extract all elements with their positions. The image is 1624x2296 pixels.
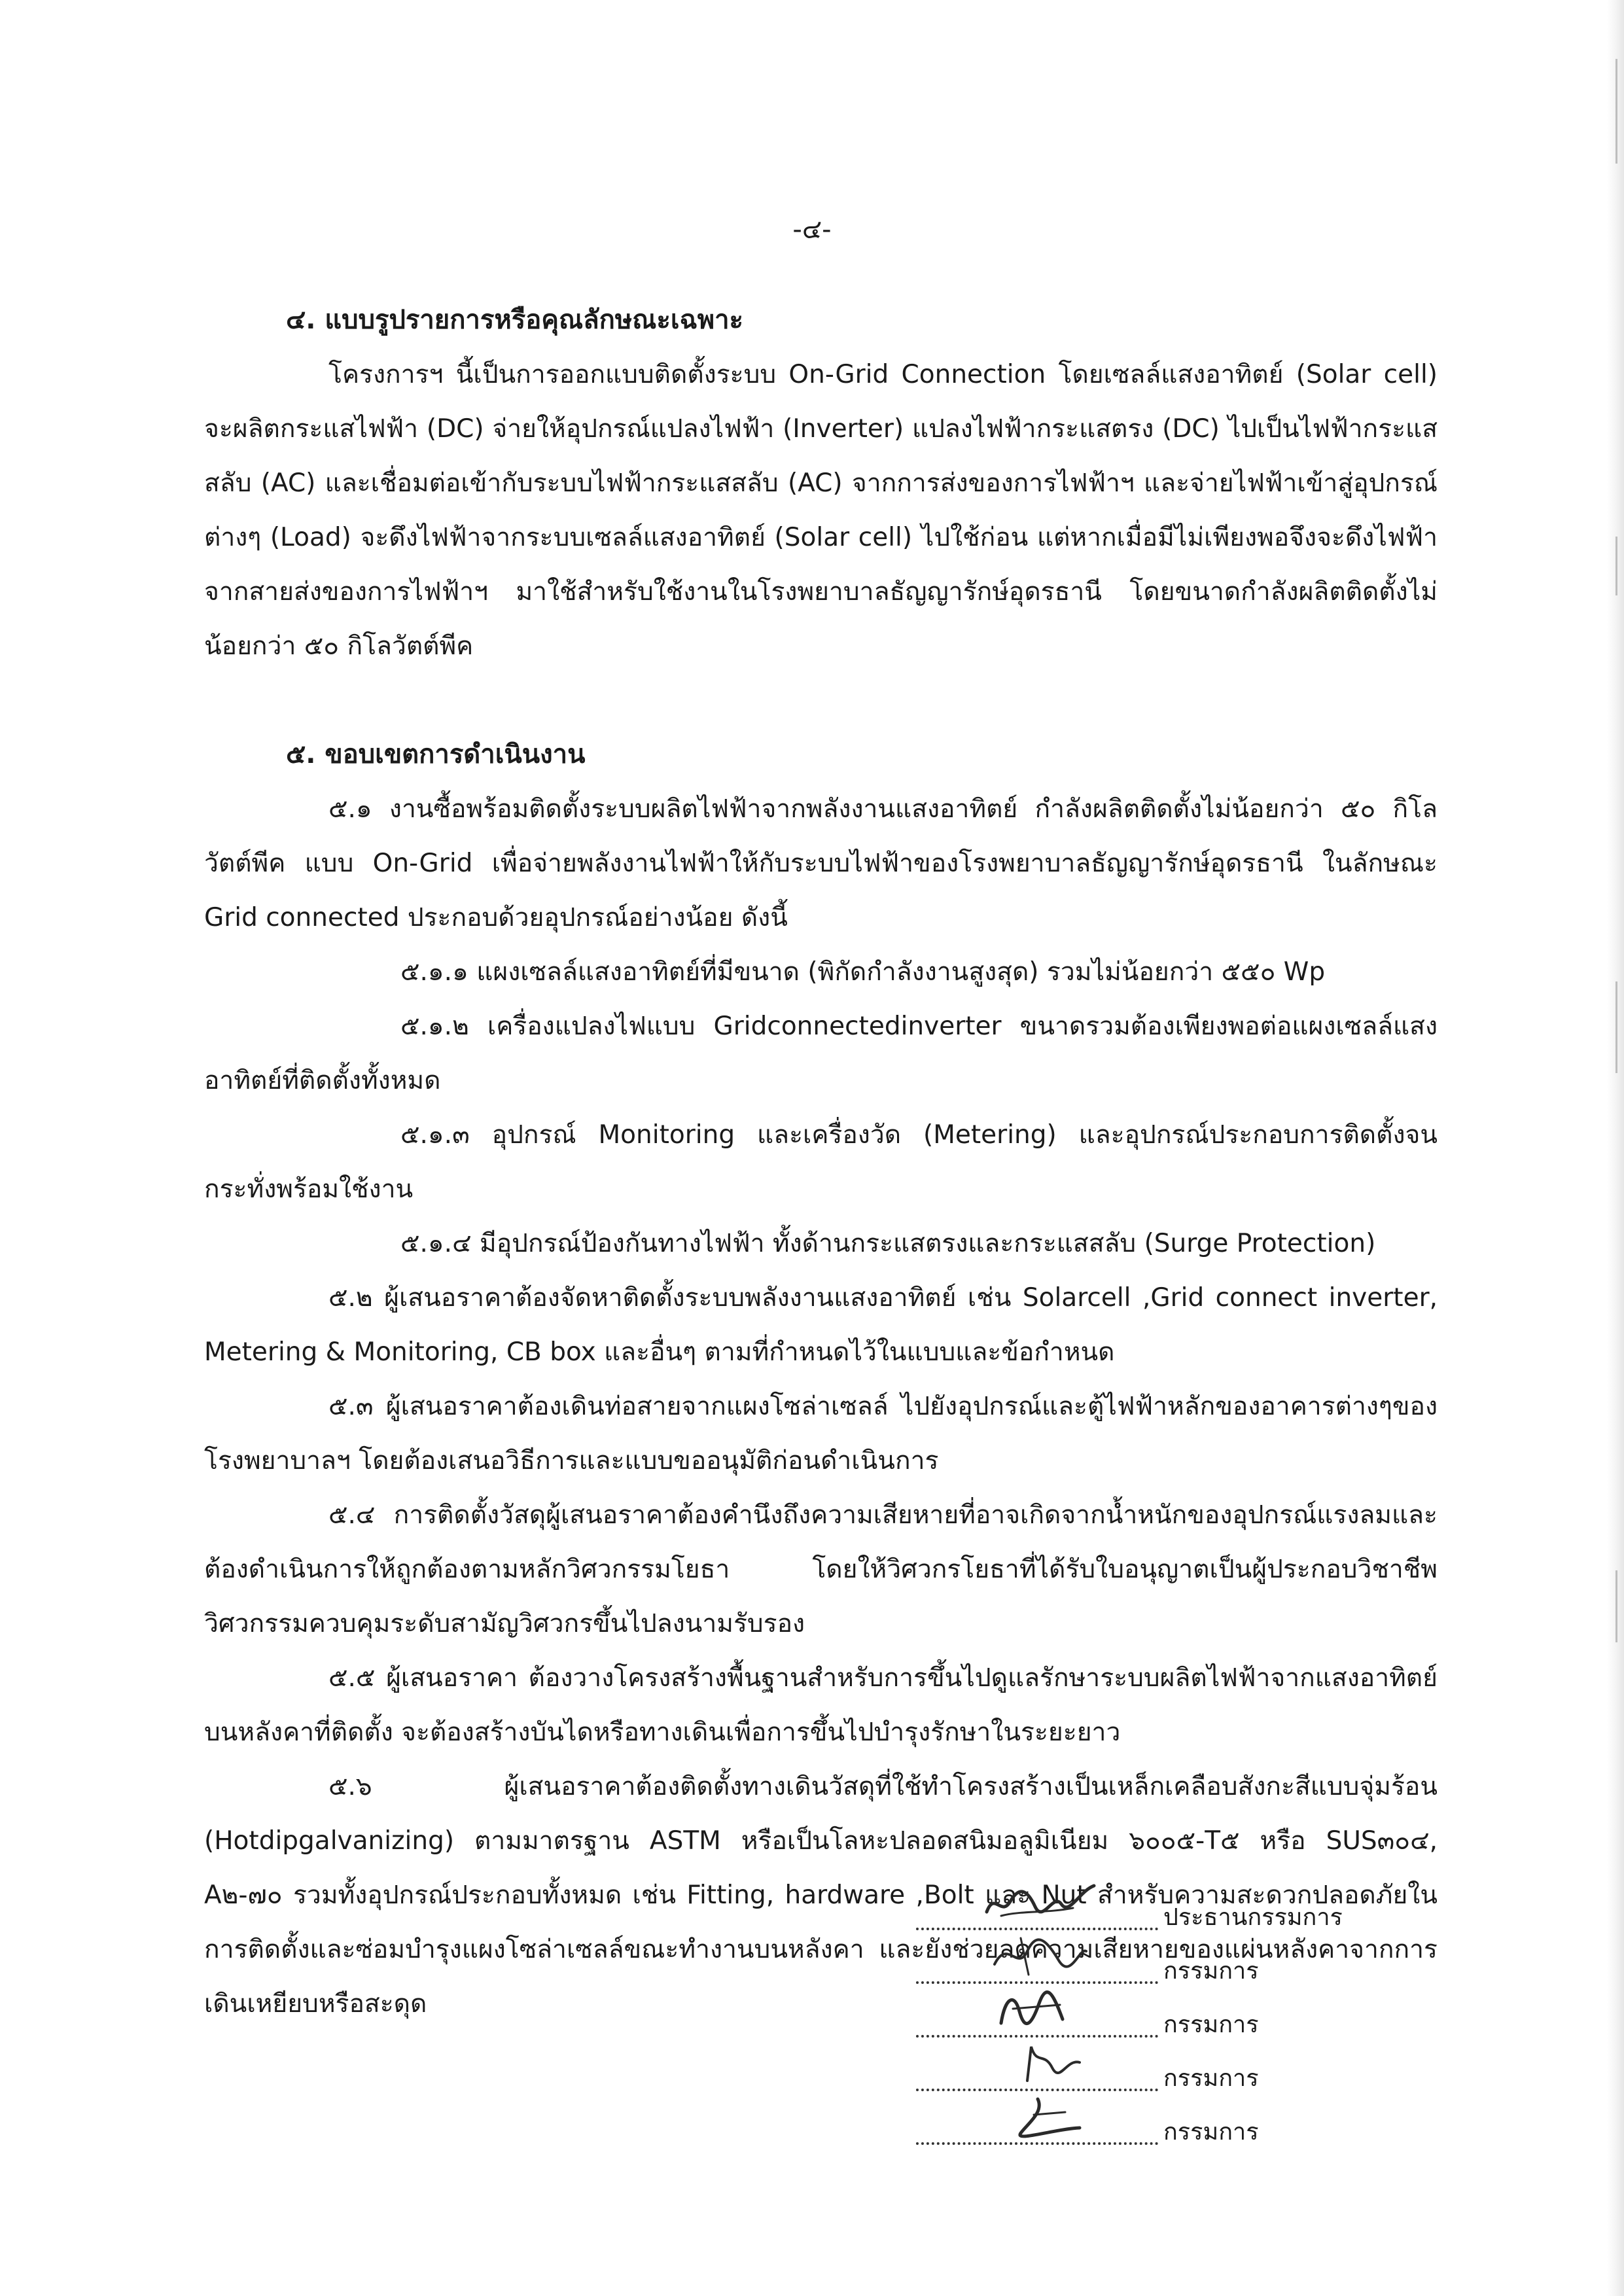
item-5-1: ๕.๑ งานซื้อพร้อมติดตั้งระบบผลิตไฟฟ้าจากพลังงานแสงอาทิตย์ กำลังผลิตติดตั้งไม่น้อยกว่า ๕๐ กิโลวัตต์พีค แบบ On-Grid เพื่อจ่ายพลังงานไฟฟ้าให้กับระบบไฟฟ้าของโรงพยาบาลธัญญารักษ์อุดรธานี ในลักษณะ Grid connected ประกอบด้วยอุปกรณ์อย่างน้อย ดังนี้: [204, 794, 1438, 932]
item-5-1-2: ๕.๑.๒ เครื่องแปลงไฟแบบ Gridconnectedinverter ขนาดรวมต้องเพียงพอต่อแผงเซลล์แสงอาทิตย์ที่ติดตั้งทั้งหมด: [204, 1012, 1438, 1095]
scan-mark: [1615, 981, 1617, 1073]
handwritten-signature: [981, 2039, 1099, 2085]
signature-line: [916, 1884, 1505, 1938]
signature-role: ประธานกรรมการ: [1163, 1904, 1343, 1931]
signature-line: [916, 1992, 1505, 2045]
document-body: [204, 293, 1438, 2031]
item-5-5: ๕.๕ ผู้เสนอราคา ต้องวางโครงสร้างพื้นฐานสำหรับการขึ้นไปดูแลรักษาระบบผลิตไฟฟ้าจากแสงอาทิตย์บนหลังคาที่ติดตั้ง จะต้องสร้างบันไดหรือทางเดินเพื่อการขึ้นไปบำรุงรักษาในระยะยาว: [204, 1663, 1438, 1747]
section-4-paragraph: โครงการฯ นี้เป็นการออกแบบติดตั้งระบบ On-Grid Connection โดยเซลล์แสงอาทิตย์ (Solar cell) จะผลิตกระแสไฟฟ้า (DC) จ่ายให้อุปกรณ์แปลงไฟฟ้า (Inverter) แปลงไฟฟ้ากระแสตรง (DC) ไปเป็นไฟฟ้ากระแสสลับ (AC) และเชื่อมต่อเข้ากับระบบไฟฟ้ากระแสสลับ (AC) จากการส่งของการไฟฟ้าฯ และจ่ายไฟฟ้าเข้าสู่อุปกรณ์ต่างๆ (Load) จะดึงไฟฟ้าจากระบบเซลล์แสงอาทิตย์ (Solar cell) ไปใช้ก่อน แต่หากเมื่อมีไม่เพียงพอจึงจะดึงไฟฟ้าจากสายส่งของการไฟฟ้าฯ มาใช้สำหรับใช้งานในโรงพยาบาลธัญญารักษ์อุดรธานี โดยขนาดกำลังผลิตติดตั้งไม่น้อยกว่า ๕๐ กิโลวัตต์พีค: [204, 360, 1438, 661]
item-5-1-1: ๕.๑.๑ แผงเซลล์แสงอาทิตย์ที่มีขนาด (พิกัดกำลังงานสูงสุด) รวมไม่น้อยกว่า ๕๕๐ Wp: [400, 957, 1326, 987]
signature-dotted-line: [916, 2062, 1158, 2091]
item-5-4: ๕.๔ การติดตั้งวัสดุผู้เสนอราคาต้องคำนึงถึงความเสียหายที่อาจเกิดจากน้ำหนักของอุปกรณ์แรงลมและต้องดำเนินการให้ถูกต้องตามหลักวิศวกรรมโยธา โดยให้วิศวกรโยธาที่ได้รับใบอนุญาตเป็นผู้ประกอบวิชาชีพวิศวกรรมควบคุมระดับสามัญวิศวกรขึ้นไปลงนามรับรอง: [204, 1500, 1438, 1638]
signature-dotted-line: [916, 1901, 1158, 1930]
section-4-heading: ๔. แบบรูปรายการหรือคุณลักษณะเฉพาะ: [286, 305, 744, 335]
signature-role: กรรมการ: [1163, 2065, 1259, 2092]
item-5-1-3: ๕.๑.๓ อุปกรณ์ Monitoring และเครื่องวัด (Metering) และอุปกรณ์ประกอบการติดตั้งจนกระทั่งพร้อมใช้งาน: [204, 1120, 1438, 1204]
signature-line: [916, 1938, 1505, 1992]
scan-mark: [1615, 1570, 1617, 1642]
scan-mark: [1615, 537, 1617, 595]
section-spacer: [204, 673, 1438, 728]
handwritten-signature: [981, 1985, 1099, 2031]
signature-role: กรรมการ: [1163, 2119, 1259, 2146]
handwritten-signature: [981, 1878, 1099, 1924]
item-5-3: ๕.๓ ผู้เสนอราคาต้องเดินท่อสายจากแผงโซล่าเซลล์ ไปยังอุปกรณ์และตู้ไฟฟ้าหลักของอาคารต่างๆของโรงพยาบาลฯ โดยต้องเสนอวิธีการและแบบขออนุมัติก่อนดำเนินการ: [204, 1392, 1438, 1475]
handwritten-signature: [981, 1932, 1099, 1977]
handwritten-signature: [981, 2093, 1099, 2138]
section-5-heading: ๕. ขอบเขตการดำเนินงาน: [286, 739, 586, 769]
page-number: -๔-: [792, 215, 832, 245]
signature-dotted-line: [916, 1955, 1158, 1984]
signature-line: [916, 2045, 1505, 2099]
scan-edge: [1607, 0, 1624, 2296]
signature-role: กรรมการ: [1163, 1958, 1259, 1985]
item-5-6: ๕.๖ ผู้เสนอราคาต้องติดตั้งทางเดินวัสดุที่ใช้ทำโครงสร้างเป็นเหล็กเคลือบสังกะสีแบบจุ่มร้อน (Hotdipgalvanizing) ตามมาตรฐาน ASTM หรือเป็นโลหะปลอดสนิมอลูมิเนียม ๖๐๐๕-T๕ หรือ SUS๓๐๔, A๒-๗๐ รวมทั้งอุปกรณ์ประกอบทั้งหมด เช่น Fitting, hardware ,Bolt และ Nut สำหรับความสะดวกปลอดภัยในการติดตั้งและซ่อมบำรุงแผงโซล่าเซลล์ขณะทำงานบนหลังคา และยังช่วยลดความเสียหายของแผ่นหลังคาจากการเดินเหยียบหรือสะดุด: [204, 1772, 1438, 2019]
item-5-1-4: ๕.๑.๔ มีอุปกรณ์ป้องกันทางไฟฟ้า ทั้งด้านกระแสตรงและกระแสสลับ (Surge Protection): [400, 1229, 1376, 1258]
item-5-2: ๕.๒ ผู้เสนอราคาต้องจัดหาติดตั้งระบบพลังงานแสงอาทิตย์ เช่น Solarcell ,Grid connect inverter, Metering & Monitoring, CB box และอื่นๆ ตามที่กำหนดไว้ในแบบและข้อกำหนด: [204, 1283, 1438, 1367]
signature-dotted-line: [916, 2009, 1158, 2038]
signature-line: [916, 2099, 1505, 2153]
signature-dotted-line: [916, 2116, 1158, 2145]
scan-mark: [1615, 59, 1617, 164]
signature-role: กรรมการ: [1163, 2011, 1259, 2038]
signature-block: [916, 1884, 1505, 2153]
